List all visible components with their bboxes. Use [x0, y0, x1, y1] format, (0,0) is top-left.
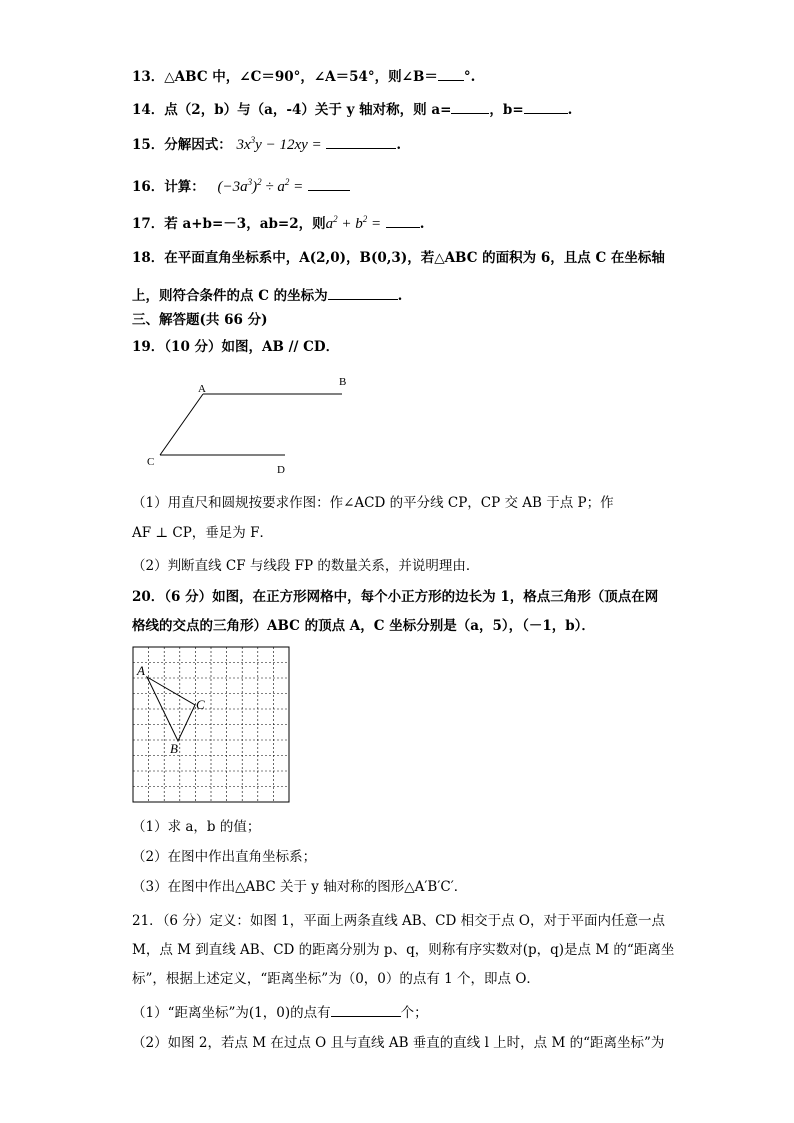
- q15-tail: .: [396, 137, 402, 153]
- q15-expression: $3x^3y - 12xy$ =: [236, 135, 322, 153]
- question-18-line-1: [132, 249, 665, 267]
- section-3-heading: 三、解答题(共 66 分): [132, 312, 268, 328]
- q14-text: 点（2，b）与（a，-4）关于 y 轴对称，则 a=: [164, 102, 452, 118]
- label-d: D: [277, 464, 285, 476]
- q14-number: 14．: [132, 102, 165, 118]
- q19-part-2: （2）判断直线 CF 与线段 FP 的数量关系，并说明理由．: [132, 558, 480, 574]
- q18-text-1: 在平面直角坐标系中，A(2,0)，B(0,3)，若△ABC 的面积为 6，且点 C 在坐标轴: [164, 250, 665, 266]
- question-20-line-2: 格线的交点的三角形）ABC 的顶点 A，C 坐标分别是（a，5），（－1，b）．: [132, 618, 595, 634]
- question-21-line-1: [132, 912, 665, 930]
- q19-head-text: （10 分）如图，AB // CD．: [164, 339, 340, 355]
- q16-number: 16．: [132, 179, 165, 195]
- q21-number: 21．: [132, 913, 163, 929]
- q19-figure-b-label: [336, 372, 356, 392]
- q17-text: 若 a+b=－3，ab=2，则: [164, 216, 326, 232]
- q14-tail: .: [567, 102, 573, 118]
- label-b: B: [170, 741, 178, 756]
- label-a: A: [137, 663, 145, 678]
- q16-answer-blank[interactable]: [308, 176, 350, 191]
- q18-text-2: 上，则符合条件的点 C 的坐标为: [132, 288, 328, 304]
- q21-part-1-blank[interactable]: [331, 1002, 401, 1017]
- q20-grid-figure: [132, 646, 292, 804]
- q21-part-1-text: （1）“距离坐标”为(1，0)的点有: [132, 1005, 331, 1021]
- question-13: [132, 66, 475, 86]
- q15-number: 15．: [132, 137, 165, 153]
- q20-part-3: （3）在图中作出△ABC 关于 y 轴对称的图形△A′B′C′．: [132, 879, 468, 895]
- q17-tail: .: [419, 216, 425, 232]
- q19-number: 19．: [132, 339, 165, 355]
- q15-text: 分解因式：: [164, 137, 232, 153]
- q17-number: 17．: [132, 216, 165, 232]
- q19-part-1-line-2: AF ⊥ CP，垂足为 F．: [132, 525, 273, 541]
- q20-part-2: （2）在图中作出直角坐标系；: [132, 849, 317, 865]
- q19-figure: [145, 372, 305, 482]
- question-17: [132, 213, 425, 233]
- label-c: C: [147, 456, 155, 468]
- q19-part-1-line-1: （1）用直尺和圆规按要求作图：作∠ACD 的平分线 CP，CP 交 AB 于点 P；作: [132, 495, 614, 511]
- q14-mid: ，b=: [489, 102, 524, 118]
- q14-blank-b[interactable]: [524, 99, 568, 114]
- question-21-line-2: M，点 M 到直线 AB、CD 的距离分别为 p、q，则称有序实数对(p，q)是点 M 的“距离坐: [132, 942, 675, 958]
- label-b: B: [339, 376, 347, 388]
- q19-figure-ab-tail: [305, 393, 345, 396]
- q17-answer-blank[interactable]: [386, 213, 420, 228]
- question-21-line-3: 标”，根据上述定义，“距离坐标”为（0，0）的点有 1 个，即点 O．: [132, 971, 540, 987]
- question-15: [132, 134, 401, 154]
- q18-number: 18．: [132, 250, 165, 266]
- q20-text-1: （6 分）如图，在正方形网格中，每个小正方形的边长为 1，格点三角形（顶点在网: [164, 589, 659, 605]
- question-16: [132, 176, 350, 196]
- q13-text: △ABC 中，∠C＝90°，∠A＝54°，则∠B＝: [164, 69, 438, 85]
- q15-answer-blank[interactable]: [326, 134, 396, 149]
- q21-part-1-tail: 个；: [400, 1005, 428, 1021]
- q13-tail: °.: [463, 69, 476, 85]
- segment-ac: [160, 394, 203, 455]
- q21-text-1: （6 分）定义：如图 1，平面上两条直线 AB、CD 相交于点 O，对于平面内任意一点: [162, 913, 665, 929]
- q18-tail: .: [397, 288, 403, 304]
- label-c: C: [196, 697, 205, 712]
- q21-part-1: [132, 1002, 428, 1022]
- q20-number: 20．: [132, 589, 165, 605]
- q16-expression: $(-3a^3)^2 \div a^2$ =: [217, 177, 304, 195]
- q16-text: 计算：: [164, 179, 205, 195]
- q20-part-1: （1）求 a，b 的值；: [132, 819, 261, 835]
- question-18-line-2: [132, 285, 402, 305]
- q17-expression: $a^2 + b^2$ =: [325, 214, 382, 232]
- label-a: A: [198, 383, 206, 395]
- q21-part-2: （2）如图 2，若点 M 在过点 O 且与直线 AB 垂直的直线 l 上时，点 M 的“距离坐标”为: [132, 1035, 665, 1051]
- question-20-line-1: [132, 588, 658, 606]
- q18-answer-blank[interactable]: [328, 285, 398, 300]
- question-19-head: [132, 338, 339, 356]
- q13-answer-blank[interactable]: [438, 66, 464, 81]
- q13-number: 13．: [132, 69, 165, 85]
- question-14: [132, 99, 572, 119]
- q14-blank-a[interactable]: [451, 99, 489, 114]
